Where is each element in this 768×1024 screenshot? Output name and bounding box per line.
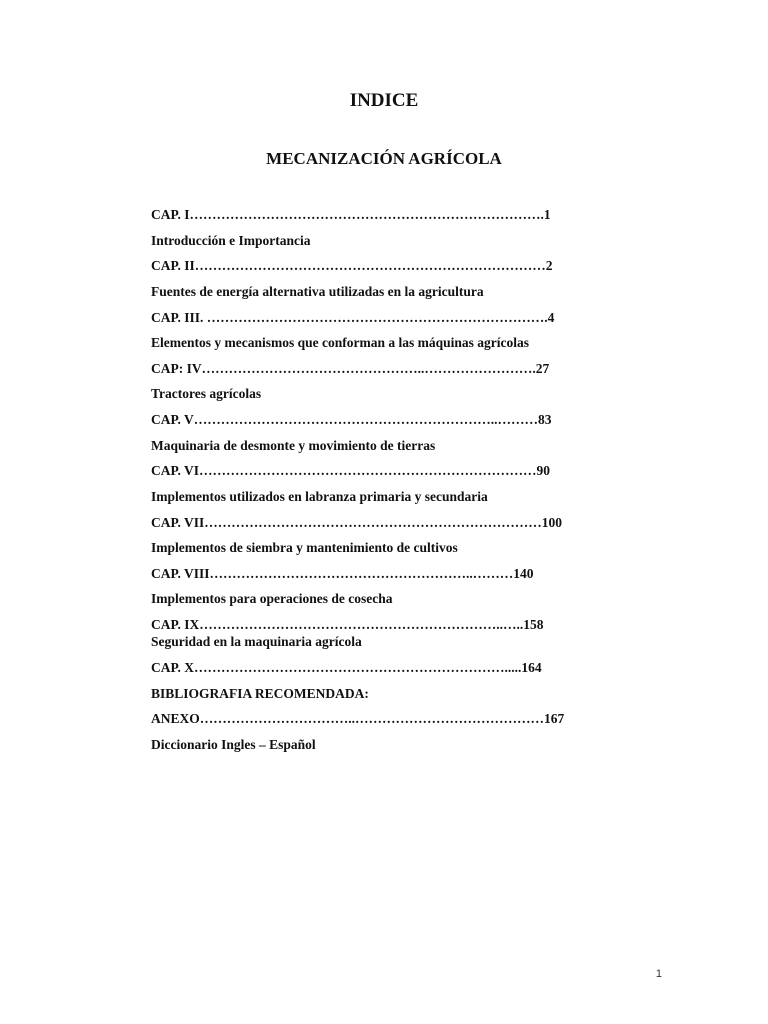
toc-chapter-1: CAP. I…………………………………………………………………….1	[151, 207, 551, 222]
toc-chapter-7: CAP. VII…………………………………………………………………100	[151, 515, 563, 530]
document-subtitle: MECANIZACIÓN AGRÍCOLA	[266, 149, 502, 168]
toc-chapter-5-title: Maquinaria de desmonte y movimiento de tierras	[151, 438, 436, 453]
toc-bibliography: BIBLIOGRAFIA RECOMENDADA:	[151, 686, 369, 701]
page-number: 1	[655, 968, 662, 980]
toc-chapter-8: CAP. VIII…………………………………………………..………140	[151, 566, 534, 581]
toc-chapter-7-title: Implementos de siembra y mantenimiento de cultivos	[151, 540, 458, 555]
toc-chapter-4: CAP: IV…………………………………………..…………………….27	[151, 361, 550, 376]
toc-chapter-10: CAP. X…………………………………………………………….....164	[151, 660, 542, 675]
toc-chapter-3-title: Elementos y mecanismos que conforman a las máquinas agrícolas	[151, 335, 529, 350]
toc-chapter-9-title: Seguridad en la maquinaria agrícola	[151, 634, 362, 649]
toc-annex: ANEXO……………………………..……………………………………167	[151, 711, 565, 726]
toc-chapter-6: CAP. VI…………………………………………………………………90	[151, 463, 551, 478]
toc-chapter-1-title: Introducción e Importancia	[151, 233, 311, 248]
toc-annex-title: Diccionario Ingles – Español	[151, 737, 316, 752]
toc-chapter-4-title: Tractores agrícolas	[151, 386, 262, 401]
toc-chapter-6-title: Implementos utilizados en labranza primaria y secundaria	[151, 489, 488, 504]
toc-chapter-9: CAP. IX…………………………………………………………..…..158	[151, 617, 544, 632]
toc-chapter-5: CAP. V…………………………………………………………..………83	[151, 412, 552, 427]
toc-chapter-2: CAP. II……………………………………………………………………2	[151, 258, 553, 273]
page-title: INDICE	[349, 90, 419, 111]
toc-chapter-8-title: Implementos para operaciones de cosecha	[151, 591, 393, 606]
toc-chapter-3: CAP. III. ………………………………………………………………….4	[151, 310, 555, 325]
toc-chapter-2-title: Fuentes de energía alternativa utilizadas en la agricultura	[151, 284, 484, 299]
